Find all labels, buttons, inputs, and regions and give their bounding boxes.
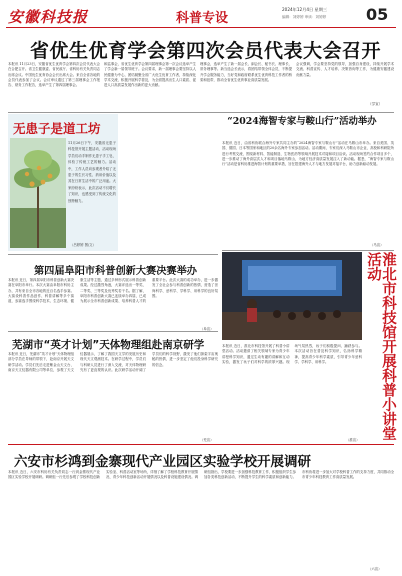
article1-col4: 会议强调，学会要坚持党的领导，加强自身建设，持续开展学术交流、科普宣传、人才培养、决策咨询等工作，为健康安徽建设贡献力量。: [296, 62, 394, 77]
lecture-scene: [222, 252, 362, 340]
article5-title: 芜湖市“英才计划”天体物理组赴南京研学: [12, 339, 205, 351]
article1-col2: 和监事会，省优生优育学会第四届理事会第一次会议选举产生了学会新一届领导班子。会议要求，新一届理事会要坚持以人民健康为中心，团结凝聚全省广大优生优育工作者，持续深化学术交流，积极开展科学普及，为全面提高出生人口素质、促进人口高质量发展作出新的更大贡献。: [104, 62, 196, 88]
article5-text: 本报讯 近日，芜湖市“英才计划”天体物理组部分学员在导师的带领下，赴南京开展天文研学活动。学员们先后走进紫金山天文台、南京天文仪器有限公司等单位，参观了天文仪器展示，了解了我国天文学的发展历史和现代天文观测技术。在研学过程中，学员们与科研人员进行了深入交流，对天体物理研究有了更直观的认识。此次研学活动开阔了学员们的科学视野，激发了他们探索宇宙奥秘的热情，进一步坚定了他们投身科学研究的信念。: [8, 352, 218, 372]
article2-byline: （阜宣）: [200, 327, 214, 331]
plant-photo: [10, 138, 66, 248]
divider-a5: [8, 444, 394, 445]
editor-credits: 编辑：刘婷婷 审读：刘婷婷: [282, 15, 327, 19]
article4-text: 本报讯 近日，淮北市科技馆开展了科普小讲堂活动。活动邀请了相关领域专家为青少年讲授科学知识，通过生动有趣的讲解和互动实验，激发了孩子们对科学的浓厚兴趣。现场气氛热烈，孩子们积极提问、踊跃参与。本次活动旨在普及科学知识，弘扬科学精神，提高青少年科学素质，引导青少年爱科学、学科学、用科学。: [222, 344, 362, 364]
vertical-headline: 淮北市科技馆开展科普小讲堂活动: [365, 252, 397, 441]
article3-text: 本报讯 近日，由省科协联合海外专家共同主办的“2024海智专家与鞍山行”活动在马鞍山市举办。来自美国、英国、德国、日本等国家和地区的20余名海外专家参加活动。活动期间，专家们深入马鞍山市企业、高校和科研院所进行考察交流，围绕新材料、智能制造、生物医药等领域开展技术对接和项目洽谈。活动现场签约合作项目多个，进一步推动了海外高层次人才和项目落地马鞍山，为地方经济高质量发展注入了新动能。据悉，“海智专家与鞍山行”活动是省科协推进海智计划的重要举措，旨在搭建海外人才与地方发展对接平台，助力创新驱动发展。: [222, 141, 394, 167]
issue-date: 2024年12月4日 星期三: [282, 7, 328, 12]
newspaper-logo: 安徽科技报: [8, 8, 89, 26]
article6-byline: （六宣）: [368, 567, 382, 571]
divider-a4: [8, 331, 218, 332]
article1-col1: 本报讯 11月23日，安徽省优生优育学会第四次会员代表大会在合肥召开。省卫生健康委、省民政厅、省科协有关负责同志出席会议。中国优生优育协会会长出席大会。来自全省各地的会员代表参加了会议。会议审议通过了第三届理事会工作报告、财务工作报告，选举产生了第四届理事会。: [8, 62, 100, 88]
lecture-photo: [222, 252, 362, 340]
article3-title: “2024海智专家与鞍山行”活动举办: [227, 116, 377, 127]
page-number: 05: [366, 5, 389, 24]
article3-byline: （马宣）: [370, 243, 384, 247]
divider-a2: [8, 254, 218, 255]
divider-a3: [222, 250, 394, 251]
article2-title: 第四届阜阳市科普创新大赛决赛举办: [34, 265, 197, 277]
masthead-rule: [6, 27, 396, 28]
article1-col3: 理事会，选举产生了新一届会长、副会长、秘书长、理事长、常务理事等。新当选会长表示，将团结带领全体会员，不断提升学会服务能力，当好党和政府联系优生优育科技工作者的桥梁和纽带，推动全省优生优育事业高质量发展。: [200, 62, 292, 82]
sidebar-text: 11月26日下午，安徽省无患子科技馆开展主题活动，活动现场学员们动手制作无患子手工皂，体验了传统工艺的魅力。活动中，工作人员向参观者介绍了无患子的生长习性、药用价值以及其在日常生活中的广泛用途。大家纷纷表示，此次活动不仅增长了知识，也感受到了传统文化的独特魅力。: [68, 141, 116, 203]
section-title: 科普专设: [176, 11, 229, 26]
article1-title: 省优生优育学会第四次会员代表大会召开: [30, 40, 382, 62]
article2-text: 本报讯 近日，第四届阜阳市科普创新大赛决赛在阜阳市举行。本次大赛由阜阳市科协主办，共有来自全市各地的近百名选手参赛。大赛设科普作品创作、科普讲解等多个赛道，参赛选手围绕科学技术、生态环境、健康生活等主题，通过多种形式展示科普创新成果。经过激烈角逐，大赛评选出一等奖、二等奖、三等奖及优秀奖若干名。据了解，阜阳市科普创新大赛已连续举办四届，已成为展示全市科普创新成果、培养科普人才的重要平台。此次大赛的成功举办，进一步激发了全社会参与科普创新的热情，营造了崇尚科学、爱科学、学科学、用科学的良好氛围。: [8, 278, 218, 304]
article6-text: 本报讯 近日，六安市科协有关负责同志一行到金寨现代产业园区实验学校开展调研。调研组一行先后参观了学校科技创新实验室、科普活动室等场所，详细了解了学校科技教育开展情况、青少年科技创新活动开展情况以及科普设施建设情况。调研组指出，学校要进一步加强科技教育工作，积极组织学生参加各类科技创新活动，不断提升学生的科学素质和创新能力。市科协将进一步加大对学校科普工作的支持力度，共同推动全市青少年科技教育工作高质量发展。: [8, 470, 394, 480]
sidebar-title: 无患子是道工坊: [13, 121, 101, 136]
divider-a1: [8, 112, 394, 113]
masthead: [6, 4, 396, 26]
plant-illustration: [10, 138, 66, 248]
sidebar-byline: （吕婷婷 图/文）: [70, 243, 96, 247]
article4-byline: （淮宣）: [346, 438, 360, 442]
article5-byline: （芜宣）: [200, 438, 214, 442]
article1-source: （学宣）: [368, 102, 383, 106]
article6-title: 六安市杉鸿到金寨现代产业园区实验学校开展调研: [14, 454, 311, 470]
